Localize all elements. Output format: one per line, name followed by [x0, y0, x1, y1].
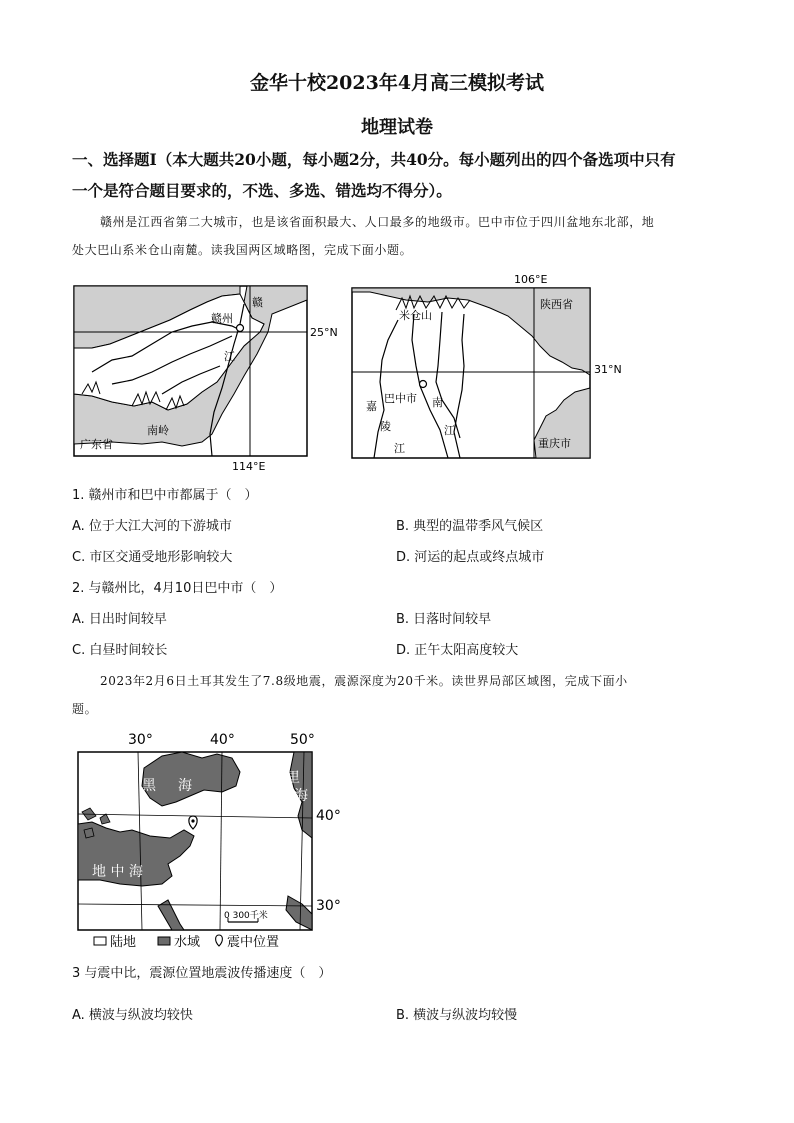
section-line-1: 一、选择题Ⅰ（本大题共20小题，每小题2分，共40分。每小题列出的四个备选项中只有 [72, 150, 676, 169]
q2-option-a[interactable]: A. 日出时间较早 [72, 612, 167, 627]
legend-water-swatch [158, 937, 170, 945]
ganzhou-city-marker [237, 325, 244, 332]
bazhong-city-marker [420, 381, 427, 388]
ganzhou-map [72, 284, 344, 474]
chongqing-label: 重庆市 [538, 437, 571, 450]
bazhong-lon-label: 106°E [514, 273, 548, 286]
question-3-stem: 3 与震中比，震源位置地震波传播速度（ ） [72, 966, 332, 981]
q1-option-c[interactable]: C. 市区交通受地形影响较大 [72, 550, 233, 565]
ganzhou-river-mid-label: 江 [224, 350, 235, 363]
section-line-2: 一个是符合题目要求的，不选、多选、错选均不得分）。 [72, 181, 452, 200]
legend-land-label: 陆地 [110, 935, 137, 950]
mediterranean-label: 地 中 海 [92, 864, 143, 880]
passage-1 [72, 208, 722, 264]
q3-option-a[interactable]: A. 横波与纵波均较快 [72, 1008, 193, 1023]
section-heading [72, 144, 732, 206]
question-1-stem: 1. 赣州市和巴中市都属于（ ） [72, 488, 258, 503]
epicenter-dot [191, 819, 194, 822]
turkey-map [72, 728, 362, 954]
passage-2 [72, 667, 722, 723]
q2-option-b[interactable]: B. 日落时间较早 [396, 612, 492, 627]
black-sea-label-1: 黑 [142, 778, 156, 794]
bazhong-map [350, 270, 640, 462]
q2-option-c[interactable]: C. 白昼时间较长 [72, 643, 168, 658]
caspian-label-1: 里 [286, 770, 300, 786]
jialing-label-1: 嘉 [366, 400, 377, 413]
bazhong-city-label: 巴中市 [384, 392, 417, 405]
ganzhou-city-label: 赣州 [211, 312, 233, 325]
q1-option-b[interactable]: B. 典型的温带季风气候区 [396, 519, 544, 534]
legend-epicenter-icon [216, 935, 223, 946]
caspian-label-2: 海 [294, 788, 308, 804]
q2-option-d[interactable]: D. 正午太阳高度较大 [396, 643, 519, 658]
jialing-label-2: 陵 [380, 420, 391, 433]
ganzhou-lon-label: 114°E [232, 460, 266, 473]
ganzhou-river-top-label: 赣 [252, 296, 263, 309]
guangdong-label: 广东省 [80, 438, 113, 451]
ganzhou-lat-label: 25°N [310, 326, 338, 339]
micang-label: 米仓山 [399, 309, 432, 322]
passage-1-line-1: 赣州是江西省第二大城市，也是该省面积最大、人口最多的地级市。巴中市位于四川盆地东北部，地 [100, 215, 655, 229]
shaanxi-label: 陕西省 [540, 298, 573, 311]
page-subtitle: 地理试卷 [361, 117, 433, 138]
lon-label-30: 30° [128, 732, 153, 748]
nanjiang-label-2: 江 [444, 424, 455, 437]
lat-label-40: 40° [316, 808, 341, 824]
jialing-label-3: 江 [394, 442, 405, 455]
page-title: 金华十校2023年4月高三模拟考试 [249, 72, 545, 94]
bazhong-lat-label: 31°N [594, 363, 622, 376]
scale-label: 0 300千米 [224, 911, 268, 921]
passage-2-line-2: 题。 [72, 702, 98, 716]
passage-2-line-1: 2023年2月6日土耳其发生了7.8级地震，震源深度为20千米。读世界局部区域图，完成下面小 [100, 674, 628, 688]
passage-1-line-2: 处大巴山系米仓山南麓。读我国两区域略图，完成下面小题。 [72, 243, 413, 257]
q1-option-a[interactable]: A. 位于大江大河的下游城市 [72, 519, 232, 534]
legend-land-swatch [94, 937, 106, 945]
lon-label-40: 40° [210, 732, 235, 748]
nanling-label: 南岭 [147, 424, 169, 437]
q3-option-b[interactable]: B. 横波与纵波均较慢 [396, 1008, 518, 1023]
lat-label-30: 30° [316, 898, 341, 914]
nanjiang-label-1: 南 [432, 396, 443, 409]
question-2-stem: 2. 与赣州比，4月10日巴中市（ ） [72, 581, 283, 596]
black-sea-label-2: 海 [178, 778, 192, 794]
legend-water-label: 水域 [174, 935, 201, 950]
lon-label-50: 50° [290, 732, 315, 748]
q1-option-d[interactable]: D. 河运的起点或终点城市 [396, 550, 545, 565]
legend-epicenter-label: 震中位置 [227, 935, 280, 950]
